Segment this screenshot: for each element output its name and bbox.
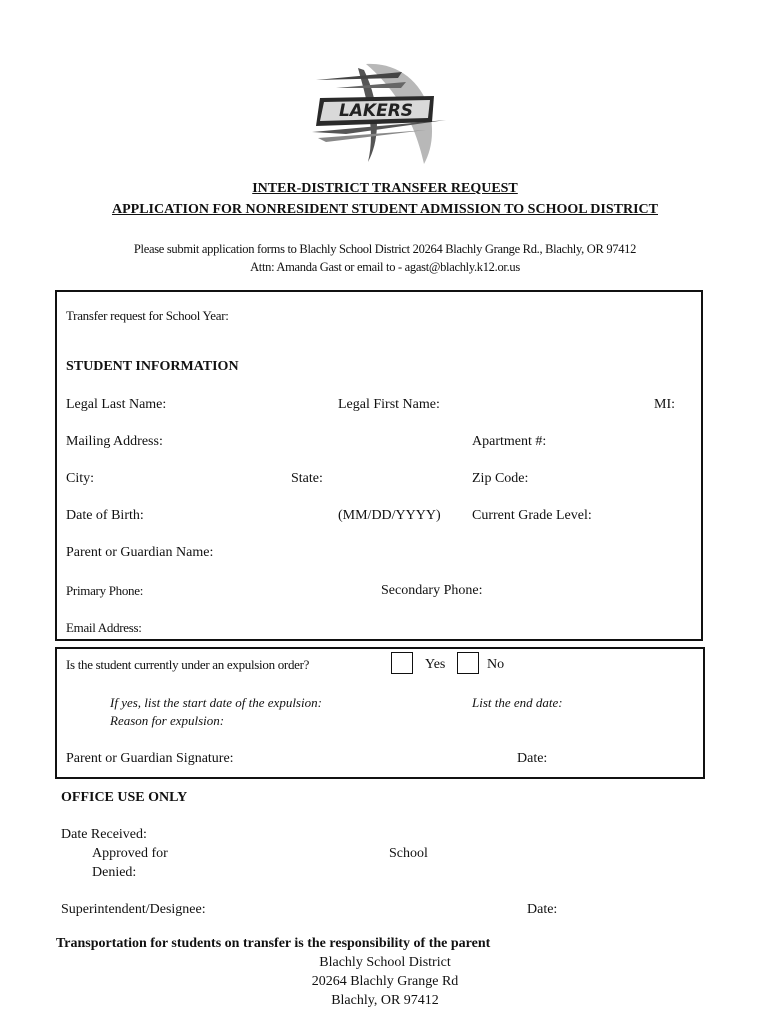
date-received-label: Date Received:	[61, 827, 147, 842]
dob-label: Date of Birth:	[66, 508, 144, 523]
transportation-notice: Transportation for students on transfer is the responsibility of the parent	[56, 936, 491, 951]
yes-checkbox[interactable]	[391, 652, 413, 674]
district-city: Blachly, OR 97412	[331, 993, 439, 1008]
district-street: 20264 Blachly Grange Rd	[311, 974, 459, 989]
no-checkbox[interactable]	[457, 652, 479, 674]
office-date-label: Date:	[527, 902, 558, 917]
superintendent-label: Superintendent/Designee:	[61, 902, 206, 917]
secondary-phone-label: Secondary Phone:	[381, 583, 483, 598]
district-name: Blachly School District	[319, 955, 451, 970]
guardian-name-label: Parent or Guardian Name:	[66, 545, 214, 560]
state-label: State:	[291, 471, 323, 486]
yes-label: Yes	[425, 657, 446, 672]
logo-text: LAKERS	[338, 101, 414, 121]
denied-label: Denied:	[92, 865, 137, 880]
approved-for-label: Approved for	[92, 846, 168, 861]
expulsion-end-label: List the end date:	[472, 695, 563, 710]
middle-initial-label: MI:	[654, 397, 675, 412]
mailing-address-label: Mailing Address:	[66, 434, 163, 449]
form-title: INTER-DISTRICT TRANSFER REQUEST	[252, 181, 518, 196]
city-label: City:	[66, 471, 95, 486]
guardian-signature-label: Parent or Guardian Signature:	[66, 751, 234, 766]
first-name-label: Legal First Name:	[338, 397, 440, 412]
school-year-label: Transfer request for School Year:	[66, 308, 229, 323]
submit-instructions: Please submit application forms to Blachly School District 20264 Blachly Grange Rd., Blachly, OR 97412	[133, 242, 637, 256]
student-info-box	[55, 290, 703, 641]
school-label: School	[389, 846, 428, 861]
signature-date-label: Date:	[517, 751, 548, 766]
last-name-label: Legal Last Name:	[66, 397, 167, 412]
expulsion-question: Is the student currently under an expulsion order?	[66, 657, 310, 672]
no-label: No	[487, 657, 505, 672]
dob-format-label: (MM/DD/YYYY)	[338, 508, 441, 523]
student-info-heading: STUDENT INFORMATION	[66, 359, 239, 374]
expulsion-reason-label: Reason for expulsion:	[110, 713, 225, 728]
attention-line: Attn: Amanda Gast or email to - agast@blachly.k12.or.us	[250, 260, 520, 274]
office-use-heading: OFFICE USE ONLY	[61, 790, 188, 805]
email-label: Email Address:	[66, 620, 142, 635]
lakers-logo	[306, 58, 456, 168]
zip-label: Zip Code:	[472, 471, 529, 486]
primary-phone-label: Primary Phone:	[66, 583, 144, 598]
grade-level-label: Current Grade Level:	[472, 508, 592, 523]
form-subtitle: APPLICATION FOR NONRESIDENT STUDENT ADMISSION TO SCHOOL DISTRICT	[111, 202, 658, 217]
expulsion-start-label: If yes, list the start date of the expulsion:	[110, 695, 322, 710]
apartment-label: Apartment #:	[472, 434, 547, 449]
